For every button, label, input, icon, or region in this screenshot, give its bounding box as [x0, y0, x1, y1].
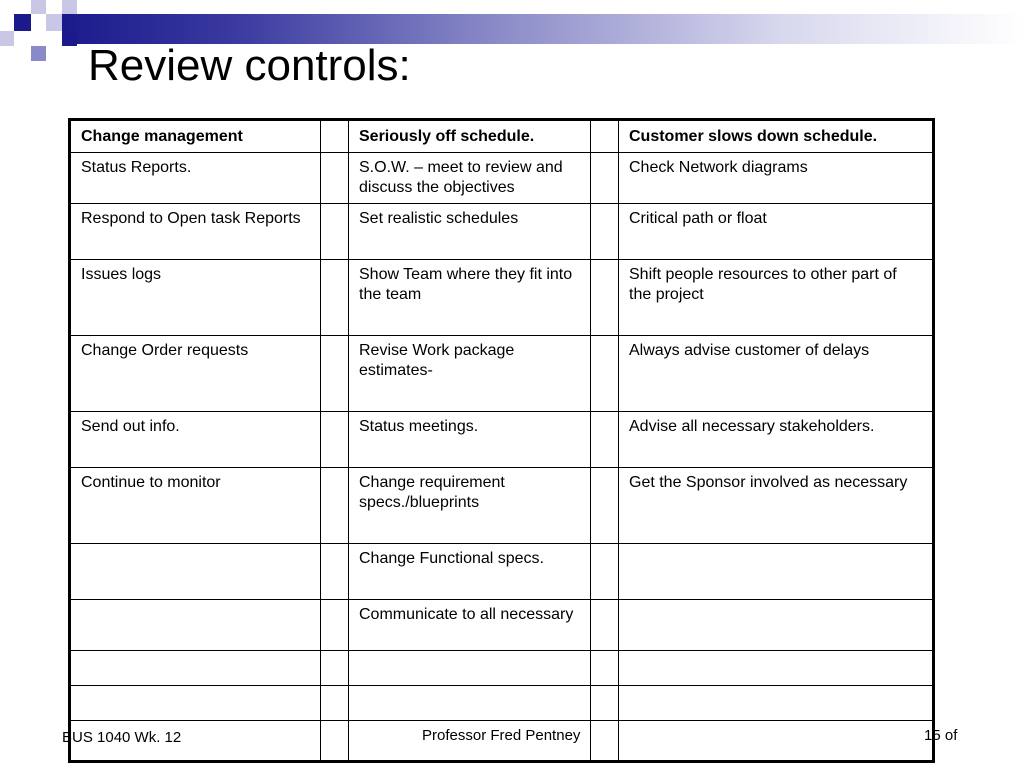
table-row — [70, 467, 934, 543]
review-controls-table — [68, 118, 935, 763]
table-cell: Shift people resources to other part of the project — [619, 259, 934, 335]
table-cell — [349, 685, 591, 720]
decorative-square — [62, 0, 77, 14]
table-row — [70, 203, 934, 259]
table-cell — [619, 650, 934, 685]
table-cell — [591, 543, 619, 599]
table-cell — [591, 203, 619, 259]
table-cell: Critical path or float — [619, 203, 934, 259]
decorative-square — [31, 0, 46, 14]
table-cell — [619, 543, 934, 599]
table-cell: Set realistic schedules — [349, 203, 591, 259]
table-cell: Revise Work package estimates- — [349, 335, 591, 411]
table-row — [70, 411, 934, 467]
table-cell — [591, 335, 619, 411]
column-header: Customer slows down schedule. — [619, 120, 934, 153]
table-cell: Show Team where they fit into the team — [349, 259, 591, 335]
table-cell — [70, 650, 321, 685]
table-cell: Communicate to all necessary — [349, 599, 591, 650]
footer-presenter: Professor Fred Pentney — [422, 727, 581, 744]
table-cell — [591, 152, 619, 203]
decorative-square — [31, 46, 46, 61]
table-row — [70, 152, 934, 203]
table-cell: Change Order requests — [70, 335, 321, 411]
table-cell — [591, 411, 619, 467]
table-cell: Change requirement specs./blueprints — [349, 467, 591, 543]
table-cell — [321, 685, 349, 720]
table-cell: Change Functional specs. — [349, 543, 591, 599]
table-cell — [321, 152, 349, 203]
table-row — [70, 259, 934, 335]
table-row — [70, 650, 934, 685]
table-cell: Check Network diagrams — [619, 152, 934, 203]
table-cell — [591, 650, 619, 685]
footer-course-label: BUS 1040 Wk. 12 — [62, 729, 182, 746]
table-row — [70, 685, 934, 720]
footer-page-number: 15 of — [924, 727, 958, 744]
table-cell: Always advise customer of delays — [619, 335, 934, 411]
table-cell — [70, 599, 321, 650]
column-header — [591, 120, 619, 153]
table-cell: Advise all necessary stakeholders. — [619, 411, 934, 467]
table-cell — [321, 720, 349, 761]
table-cell — [591, 259, 619, 335]
decorative-square — [14, 14, 31, 31]
table-cell — [321, 543, 349, 599]
table-cell — [349, 650, 591, 685]
table-cell — [321, 203, 349, 259]
table-row — [70, 599, 934, 650]
table-cell: Get the Sponsor involved as necessary — [619, 467, 934, 543]
table-cell — [619, 685, 934, 720]
table-cell — [591, 599, 619, 650]
table-cell — [321, 599, 349, 650]
table-cell — [321, 467, 349, 543]
table-cell — [321, 259, 349, 335]
table-cell — [591, 685, 619, 720]
table-cell: Status meetings. — [349, 411, 591, 467]
column-header — [321, 120, 349, 153]
table-cell — [321, 335, 349, 411]
table-cell — [70, 543, 321, 599]
slide-title: Review controls: — [88, 41, 411, 90]
table-row — [70, 543, 934, 599]
column-header: Change management — [70, 120, 321, 153]
table-cell — [591, 720, 619, 761]
table-row — [70, 335, 934, 411]
decorative-square — [46, 14, 62, 31]
table-cell: Status Reports. — [70, 152, 321, 203]
column-header: Seriously off schedule. — [349, 120, 591, 153]
table-header-row — [70, 120, 934, 153]
table-cell — [321, 411, 349, 467]
table-cell — [70, 685, 321, 720]
table-cell — [591, 467, 619, 543]
table-cell: S.O.W. – meet to review and discuss the objectives — [349, 152, 591, 203]
table-cell: Respond to Open task Reports — [70, 203, 321, 259]
table-cell: Send out info. — [70, 411, 321, 467]
table-cell: Issues logs — [70, 259, 321, 335]
decorative-square — [0, 31, 14, 46]
decorative-square — [62, 31, 77, 46]
table-cell — [619, 720, 934, 761]
table-cell: Continue to monitor — [70, 467, 321, 543]
table-cell — [321, 650, 349, 685]
table-cell — [619, 599, 934, 650]
